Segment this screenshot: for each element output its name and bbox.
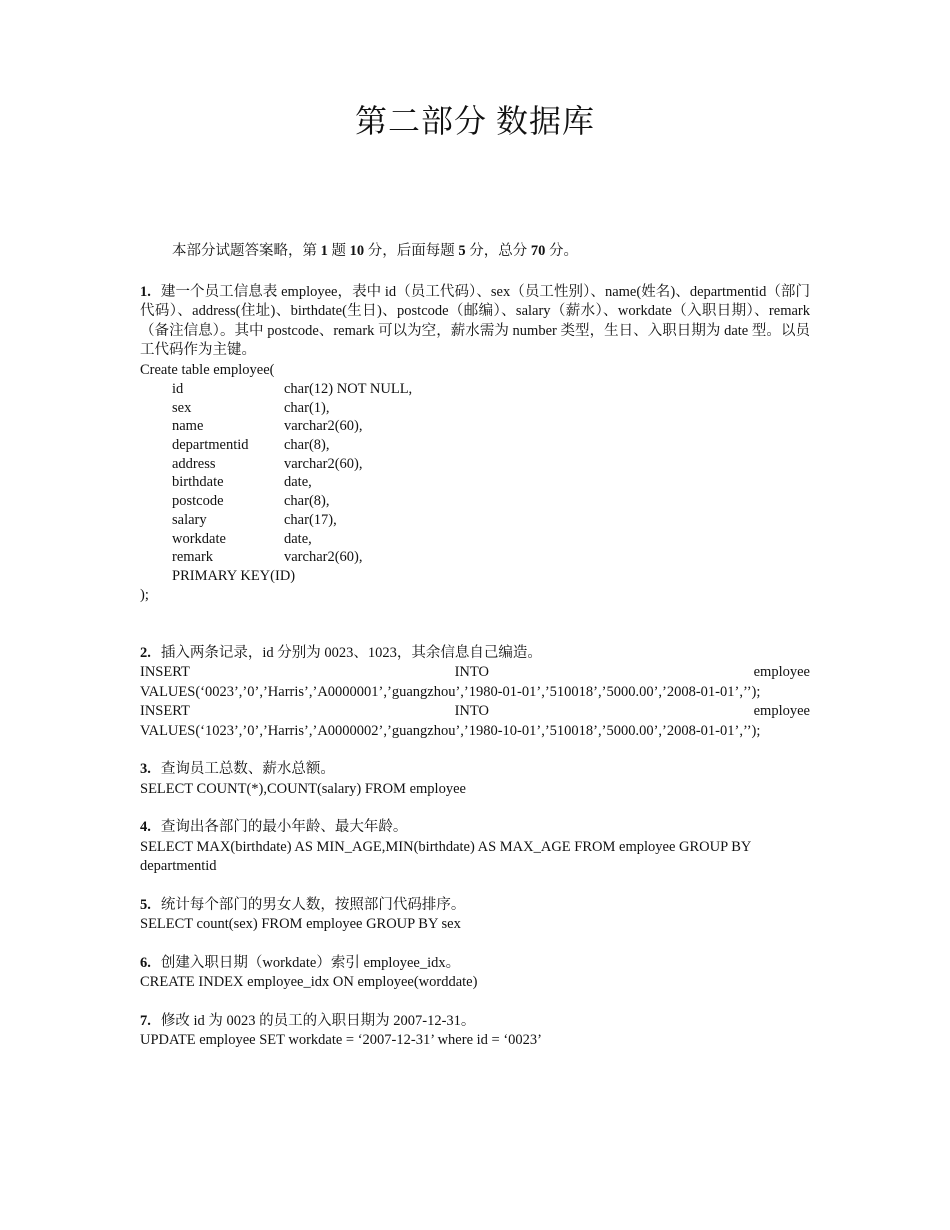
field-definition: sex char(1),	[172, 399, 330, 416]
field-definition: salary char(17),	[172, 511, 337, 528]
intro-paragraph: 本部分试题答案略，第 1 题 10 分，后面每题 5 分，总分 70 分。	[172, 243, 578, 259]
field-definition: postcode char(8),	[172, 493, 330, 510]
sql-answer: SELECT count(sex) FROM employee GROUP BY sex	[140, 916, 461, 933]
question-text: 查询出各部门的最小年龄、最大年龄。	[160, 819, 408, 836]
question-text: 查询员工总数、薪水总额。	[160, 761, 335, 778]
field-definition: name varchar2(60),	[172, 418, 363, 435]
page-title: 第二部分 数据库	[354, 103, 595, 139]
question-number: 7.	[140, 1012, 151, 1029]
question-number: 4.	[140, 819, 151, 836]
sql-line: Create table employee(	[140, 361, 275, 378]
sql-answer: SELECT COUNT(*),COUNT(salary) FROM employee	[140, 780, 466, 797]
question-text: 修改 id 为 0023 的员工的入职日期为 2007-12-31。	[160, 1012, 476, 1029]
field-definition: workdate date,	[172, 530, 312, 547]
field-definition: id char(12) NOT NULL,	[172, 381, 413, 397]
insert-values: VALUES(‘1023’,’0’,’Harris’,’A0000002’,’guangzhou’,’1980-10-01’,’510018’,’5000.00’,’2008-01-01’,’’);	[140, 722, 761, 739]
question-number: 1.	[140, 283, 151, 300]
primary-key-line: PRIMARY KEY(ID)	[172, 567, 296, 584]
question-number: 6.	[140, 954, 151, 971]
field-definition: address varchar2(60),	[172, 455, 363, 472]
insert-line: INSERT INTO employee	[140, 664, 810, 681]
question-3	[140, 760, 810, 780]
question-number: 3.	[140, 761, 151, 778]
question-5	[140, 896, 810, 916]
insert-line: INSERT INTO employee	[140, 703, 810, 720]
question-1	[140, 283, 810, 361]
create-table-sql	[140, 361, 810, 606]
field-definition: remark varchar2(60),	[172, 549, 363, 566]
question-text: 建一个员工信息表 employee，表中 id（员工代码）、sex（员工性别）、name(姓名)、departmentid（部门代码）、address(住址)、birthdate(生日)、postcode（邮编）、salary（薪水）、workdate（入职日期）、remark（备注信息）。其中 postcode、remark 可以为空，薪水需为 number 类型，生日、入职日期为 date 型。以员工代码作为主键。	[140, 283, 810, 358]
question-number: 5.	[140, 896, 151, 913]
question-2	[140, 644, 810, 664]
sql-answer: UPDATE employee SET workdate = ‘2007-12-31’ where id = ‘0023’	[140, 1032, 542, 1049]
sql-line: );	[140, 587, 149, 604]
sql-answer: SELECT MAX(birthdate) AS MIN_AGE,MIN(birthdate) AS MAX_AGE FROM employee GROUP BY departmentid	[140, 838, 751, 875]
question-text: 统计每个部门的男女人数，按照部门代码排序。	[160, 896, 466, 913]
field-definition: birthdate date,	[172, 474, 312, 491]
sql-answer: CREATE INDEX employee_idx ON employee(worddate)	[140, 974, 478, 991]
question-number: 2.	[140, 644, 151, 661]
question-text: 创建入职日期（workdate）索引 employee_idx。	[160, 954, 461, 971]
question-7	[140, 1012, 810, 1032]
question-6	[140, 954, 810, 974]
insert-values: VALUES(‘0023’,’0’,’Harris’,’A0000001’,’guangzhou’,’1980-01-01’,’510018’,’5000.00’,’2008-01-01’,’’);	[140, 683, 761, 700]
question-4	[140, 818, 810, 838]
field-definition: departmentid char(8),	[172, 437, 330, 454]
document-body	[140, 242, 810, 1051]
question-text: 插入两条记录，id 分别为 0023、1023，其余信息自己编造。	[160, 644, 542, 661]
